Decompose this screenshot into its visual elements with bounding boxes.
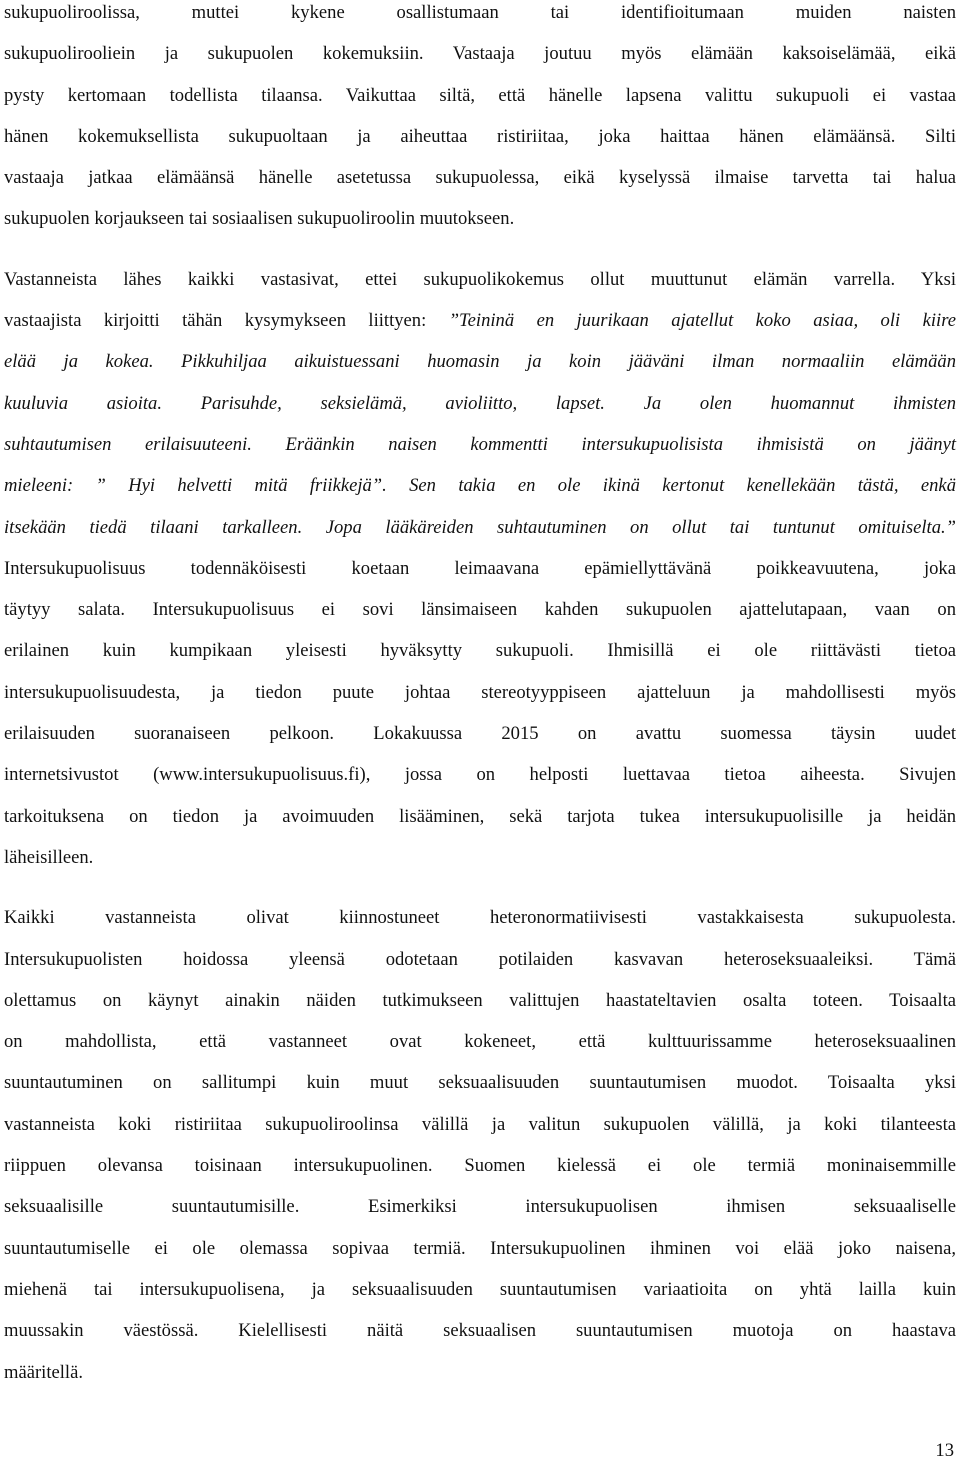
text-line [4, 300, 956, 341]
line-text: sukupuolirooliein ja sukupuolen kokemuksiin. Vastaaja joutuu myös elämään kaksoiselämää, eikä [4, 43, 956, 65]
text-line [4, 75, 956, 116]
line-text: seksuaalisille suuntautumisille. Esimerkiksi intersukupuolisen ihmisen seksuaaliselle [4, 1196, 956, 1218]
text-line [4, 980, 956, 1021]
text-line [4, 157, 956, 198]
text-line [4, 0, 956, 33]
text-line [4, 1145, 956, 1186]
text-line [4, 424, 956, 465]
paragraph-2 [4, 259, 956, 878]
line-text: sukupuolen korjaukseen tai sosiaalisen sukupuoliroolin muutokseen. [4, 208, 515, 230]
quoted-text: suhtautumisen erilaisuuteeni. Eräänkin naisen kommentti intersukupuolisista ihmisistä on jäänyt [4, 433, 956, 455]
line-text: läheisilleen. [4, 846, 94, 868]
line-text: vastaaja jatkaa elämäänsä hänelle asetetussa sukupuolessa, eikä kyselyssä ilmaise tarvetta tai halua [4, 167, 956, 189]
line-text: tarkoituksena on tiedon ja avoimuuden lisääminen, sekä tarjota tukea intersukupuolisille ja heidän [4, 805, 956, 827]
line-text: hänen kokemuksellista sukupuoltaan ja aiheuttaa ristiriitaa, joka haittaa hänen elämäänsä. Silti [4, 125, 956, 147]
text-line [4, 198, 956, 239]
line-text: suuntautuminen on sallitumpi kuin muut seksuaalisuuden suuntautumisen muodot. Toisaalta yksi [4, 1072, 956, 1094]
line-text: pysty kertomaan todellista tilaansa. Vaikuttaa siltä, että hänelle lapsena valittu sukupuoli ei vastaa [4, 84, 956, 106]
text-line [4, 589, 956, 630]
quoted-text: mieleeni: ” Hyi helvetti mitä friikkejä”. Sen takia en ole ikinä kertonut kenellekään tästä, enkä [4, 475, 956, 497]
text-line [4, 713, 956, 754]
line-text: intersukupuolisuudesta, ja tiedon puute johtaa stereotyyppiseen ajatteluun ja mahdollisesti myös [4, 681, 956, 703]
text-line [4, 1062, 956, 1103]
line-text: Intersukupuolisuus todennäköisesti koetaan leimaavana epämiellyttävänä poikkeavuutena, joka [4, 557, 956, 579]
line-text: vastanneista koki ristiriitaa sukupuoliroolinsa välillä ja valitun sukupuolen välillä, ja koki tilanteesta [4, 1113, 956, 1135]
line-text: vastaajista kirjoitti tähän kysymykseen liittyen: [4, 310, 449, 332]
text-line [4, 939, 956, 980]
quoted-text: ”Teininä en juurikaan ajatellut koko asiaa, oli kiire [448, 310, 956, 332]
line-text: erilainen kuin kumpikaan yleisesti hyväksytty sukupuoli. Ihmisillä ei ole riittävästi tietoa [4, 640, 956, 662]
page-number: 13 [935, 1440, 954, 1461]
line-text: miehenä tai intersukupuolisena, ja seksuaalisuuden suuntautumisen variaatioita on yhtä lailla kuin [4, 1278, 956, 1300]
text-line [4, 754, 956, 795]
text-line [4, 1352, 956, 1393]
paragraph-3 [4, 897, 956, 1393]
text-line [4, 33, 956, 74]
text-line [4, 672, 956, 713]
line-text: suuntautumiselle ei ole olemassa sopivaa termiä. Intersukupuolinen ihminen voi elää joko naisena, [4, 1237, 956, 1259]
quoted-text: itsekään tiedä tilaani tarkalleen. Jopa lääkäreiden suhtautuminen on ollut tai tuntunut omituiselta.” [4, 516, 956, 538]
paragraph-1 [4, 0, 956, 240]
line-text: Vastanneista lähes kaikki vastasivat, ettei sukupuolikokemus ollut muuttunut elämän varrella. Yksi [4, 268, 956, 290]
line-text: riippuen olevansa toisinaan intersukupuolinen. Suomen kielessä ei ole termiä moninaisemmille [4, 1155, 956, 1177]
text-line [4, 341, 956, 382]
text-line [4, 897, 956, 938]
line-text: internetsivustot (www.intersukupuolisuus.fi), jossa on helposti luettavaa tietoa aiheesta. Sivujen [4, 764, 956, 786]
text-line [4, 796, 956, 837]
line-text: Kaikki vastanneista olivat kiinnostuneet heteronormatiivisesti vastakkaisesta sukupuolesta. [4, 907, 956, 929]
text-line [4, 1228, 956, 1269]
text-line [4, 1104, 956, 1145]
text-line [4, 1021, 956, 1062]
text-line [4, 465, 956, 506]
line-text: muussakin väestössä. Kielellisesti näitä seksuaalisen suuntautumisen muotoja on haastava [4, 1320, 956, 1342]
document-page [4, 0, 956, 1393]
text-line [4, 507, 956, 548]
line-text: on mahdollista, että vastanneet ovat kokeneet, että kulttuurissamme heteroseksuaalinen [4, 1031, 956, 1053]
text-line [4, 116, 956, 157]
line-text: määritellä. [4, 1361, 83, 1383]
text-line [4, 837, 956, 878]
text-line [4, 1310, 956, 1351]
quoted-text: elää ja kokea. Pikkuhiljaa aikuistuessani huomasin ja koin jääväni ilman normaaliin elämään [4, 351, 956, 373]
text-line [4, 630, 956, 671]
line-text: olettamus on käynyt ainakin näiden tutkimukseen valittujen haastateltavien osalta toteen. Toisaalta [4, 989, 956, 1011]
text-line [4, 1269, 956, 1310]
line-text: erilaisuuden suoranaiseen pelkoon. Lokakuussa 2015 on avattu suomessa täysin uudet [4, 723, 956, 745]
text-line [4, 548, 956, 589]
line-text: Intersukupuolisten hoidossa yleensä odotetaan potilaiden kasvavan heteroseksuaaleiksi. Tämä [4, 948, 956, 970]
text-line [4, 259, 956, 300]
text-line [4, 383, 956, 424]
text-line [4, 1186, 956, 1227]
line-text: sukupuoliroolissa, muttei kykene osallistumaan tai identifioitumaan muiden naisten [4, 2, 956, 23]
quoted-text: kuuluvia asioita. Parisuhde, seksielämä, avioliitto, lapset. Ja olen huomannut ihmisten [4, 392, 956, 414]
line-text: täytyy salata. Intersukupuolisuus ei sovi länsimaiseen kahden sukupuolen ajattelutapaan, vaan on [4, 599, 956, 621]
